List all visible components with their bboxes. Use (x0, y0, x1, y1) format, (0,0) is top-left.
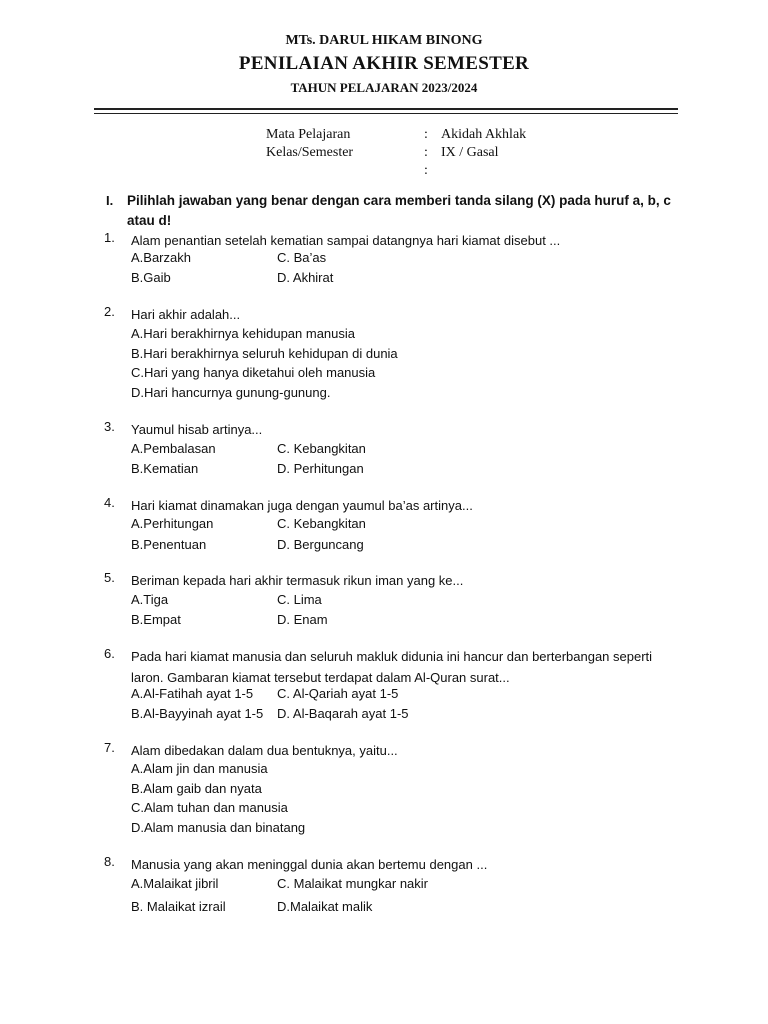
question-number: 3. (104, 419, 115, 434)
question-number: 2. (104, 304, 115, 319)
question-text: Beriman kepada hari akhir termasuk rikun iman yang ke... (131, 573, 464, 588)
meta-value: Akidah Akhlak (441, 127, 527, 142)
option-d[interactable]: D. Akhirat (277, 270, 334, 285)
option-b[interactable]: B.Empat (131, 612, 181, 627)
option-a[interactable]: A.Barzakh (131, 250, 191, 265)
question-text: Alam dibedakan dalam dua bentuknya, yaitu... (131, 743, 398, 758)
option-c[interactable]: C. Kebangkitan (277, 516, 366, 531)
option-b[interactable]: B.Kematian (131, 461, 199, 476)
option-b[interactable]: B.Al-Bayyinah ayat 1-5 (131, 706, 264, 721)
option-c[interactable]: C. Malaikat mungkar nakir (277, 876, 428, 891)
option-b[interactable]: B. Malaikat izrail (131, 899, 226, 914)
meta-label: Mata Pelajaran (266, 127, 351, 142)
option-c[interactable]: C. Lima (277, 592, 322, 607)
option-a[interactable]: A.Malaikat jibril (131, 876, 219, 891)
question-text: Alam penantian setelah kematian sampai datangnya hari kiamat disebut ... (131, 233, 561, 248)
question-text: Manusia yang akan meninggal dunia akan bertemu dengan ... (131, 857, 488, 872)
question-number: 7. (104, 740, 115, 755)
section-instruction: Pilihlah jawaban yang benar dengan cara memberi tanda silang (X) pada huruf a, b, c atau d! (127, 193, 671, 228)
option-b[interactable]: B.Hari berakhirnya seluruh kehidupan di dunia (131, 346, 398, 361)
question-number: 8. (104, 854, 115, 869)
meta-label: Kelas/Semester (266, 145, 354, 160)
option-a[interactable]: A.Al-Fatihah ayat 1-5 (131, 686, 254, 701)
option-d[interactable]: D.Hari hancurnya gunung-gunung. (131, 385, 331, 400)
section-number: I. (106, 193, 114, 208)
option-d[interactable]: D.Alam manusia dan binatang (131, 820, 306, 835)
option-d[interactable]: D. Berguncang (277, 537, 364, 552)
question-number: 4. (104, 495, 115, 510)
option-b[interactable]: B.Penentuan (131, 537, 207, 552)
option-d[interactable]: D. Al-Baqarah ayat 1-5 (277, 706, 409, 721)
option-b[interactable]: B.Gaib (131, 270, 171, 285)
academic-year: TAHUN PELAJARAN 2023/2024 (290, 80, 478, 95)
meta-colon: : (424, 163, 428, 178)
header-rule-thick (94, 108, 678, 110)
option-c[interactable]: C.Hari yang hanya diketahui oleh manusia (131, 365, 376, 380)
header-rule-thin (94, 113, 678, 114)
meta-colon: : (424, 145, 428, 160)
option-a[interactable]: A.Perhitungan (131, 516, 214, 531)
option-a[interactable]: A.Tiga (131, 592, 169, 607)
question-text: Yaumul hisab artinya... (131, 422, 263, 437)
option-c[interactable]: C. Kebangkitan (277, 441, 366, 456)
question-number: 5. (104, 570, 115, 585)
question-text: Pada hari kiamat manusia dan seluruh makluk didunia ini hancur dan berterbangan seperti laron. Gambaran kiamat tersebut terdapat dalam Al-Quran surat... (131, 649, 653, 685)
option-c[interactable]: C.Alam tuhan dan manusia (131, 800, 288, 815)
option-b[interactable]: B.Alam gaib dan nyata (131, 781, 262, 796)
question-number: 1. (104, 230, 115, 245)
question-number: 6. (104, 646, 115, 661)
meta-colon: : (424, 127, 428, 142)
option-d[interactable]: D.Malaikat malik (277, 899, 373, 914)
option-d[interactable]: D. Perhitungan (277, 461, 364, 476)
school-name: MTs. DARUL HIKAM BINONG (285, 33, 483, 48)
option-a[interactable]: A.Hari berakhirnya kehidupan manusia (131, 326, 356, 341)
question-text: Hari akhir adalah... (131, 307, 241, 322)
meta-value: IX / Gasal (441, 145, 499, 160)
option-c[interactable]: C. Al-Qariah ayat 1-5 (277, 686, 399, 701)
exam-title: PENILAIAN AKHIR SEMESTER (238, 53, 530, 74)
option-a[interactable]: A.Alam jin dan manusia (131, 761, 268, 776)
question-text: Hari kiamat dinamakan juga dengan yaumul ba’as artinya... (131, 498, 473, 513)
option-c[interactable]: C. Ba’as (277, 250, 327, 265)
option-d[interactable]: D. Enam (277, 612, 328, 627)
option-a[interactable]: A.Pembalasan (131, 441, 216, 456)
